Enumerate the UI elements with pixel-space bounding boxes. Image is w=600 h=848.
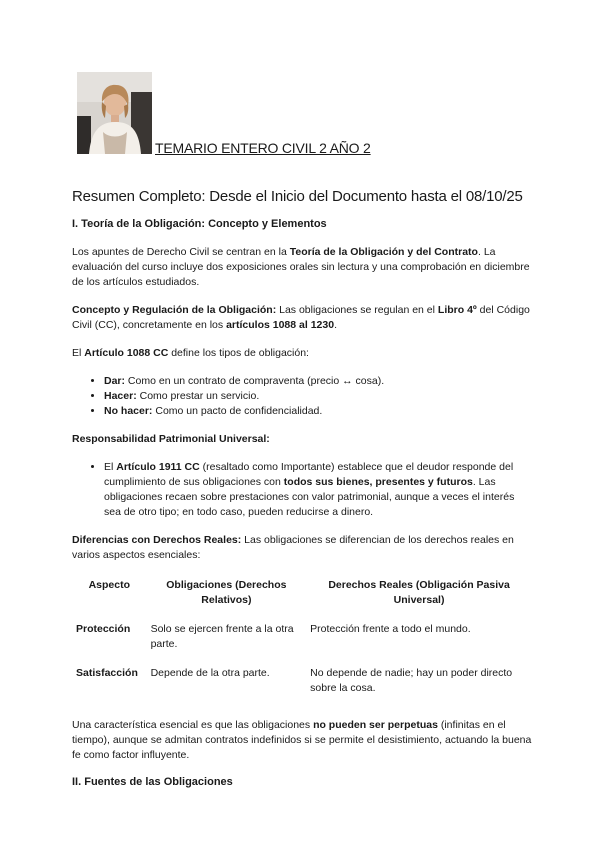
- table-cell: Solo se ejercen frente a la otra parte.: [150, 623, 294, 650]
- list-item: • El Artículo 1911 CC (resaltado como Importante) establece que el deudor responde del cumplimiento de sus obligaciones con todos sus bienes, presentes y futuros. Las obligaciones recaen sobre prestaciones con valor patrimonial, aunque a veces el interés sea de otro tipo; en todo caso, pueden reducirse a dinero.: [104, 460, 532, 520]
- table-cell: Depende de la otra parte.: [150, 667, 270, 679]
- list-item: • No hacer: Como un pacto de confidencialidad.: [104, 404, 532, 419]
- obligation-types-list: [72, 374, 532, 419]
- table-cell: Protección frente a todo el mundo.: [310, 623, 471, 635]
- author-photo: [77, 72, 152, 154]
- paragraph-diferencias: Diferencias con Derechos Reales: Las obligaciones se diferencian de los derechos reales en varios aspectos esenciales:: [72, 534, 514, 561]
- section-heading-1: I. Teoría de la Obligación: Concepto y Elementos: [72, 218, 327, 230]
- table-cell: No depende de nadie; hay un poder directo sobre la cosa.: [310, 667, 513, 694]
- comparison-table: [72, 576, 532, 708]
- document-content: [72, 188, 532, 803]
- document-title: Resumen Completo: Desde el Inicio del Documento hasta el 08/10/25: [72, 188, 523, 205]
- table-header-row: [72, 576, 532, 620]
- table-header: Obligaciones (Derechos Relativos): [166, 579, 287, 606]
- paragraph-articulo-1088: El Artículo 1088 CC define los tipos de obligación:: [72, 347, 309, 359]
- table-header: Derechos Reales (Obligación Pasiva Universal): [328, 579, 510, 606]
- paragraph-concepto: Concepto y Regulación de la Obligación: Las obligaciones se regulan en el Libro 4º del Código Civil (CC), concretamente en los artículos 1088 al 1230.: [72, 304, 530, 331]
- paragraph-perpetuas: Una característica esencial es que las obligaciones no pueden ser perpetuas (infinitas en el tiempo), aunque se admitan contratos indefinidos si se permite el desistimiento, actuando la buena fe como factor influyente.: [72, 719, 532, 761]
- person-photo-icon: [77, 72, 152, 154]
- table-cell: Satisfacción: [76, 667, 138, 679]
- list-item: • Dar: Como en un contrato de compraventa (precio ↔ cosa).: [104, 374, 532, 389]
- table-header: Aspecto: [88, 579, 131, 591]
- table-row: [72, 620, 532, 664]
- table-cell: Protección: [76, 623, 131, 635]
- responsabilidad-heading: Responsabilidad Patrimonial Universal:: [72, 433, 270, 445]
- section-heading-2: II. Fuentes de las Obligaciones: [72, 776, 233, 788]
- responsabilidad-list: [72, 460, 532, 520]
- table-row: [72, 664, 532, 708]
- paragraph-intro: Los apuntes de Derecho Civil se centran en la Teoría de la Obligación y del Contrato. La evaluación del curso incluye dos exposiciones orales sin lectura y una comprobación en diciembre de los artículos estudiados.: [72, 246, 530, 288]
- header-title: TEMARIO ENTERO CIVIL 2 AÑO 2: [155, 140, 371, 156]
- list-item: • Hacer: Como prestar un servicio.: [104, 389, 532, 404]
